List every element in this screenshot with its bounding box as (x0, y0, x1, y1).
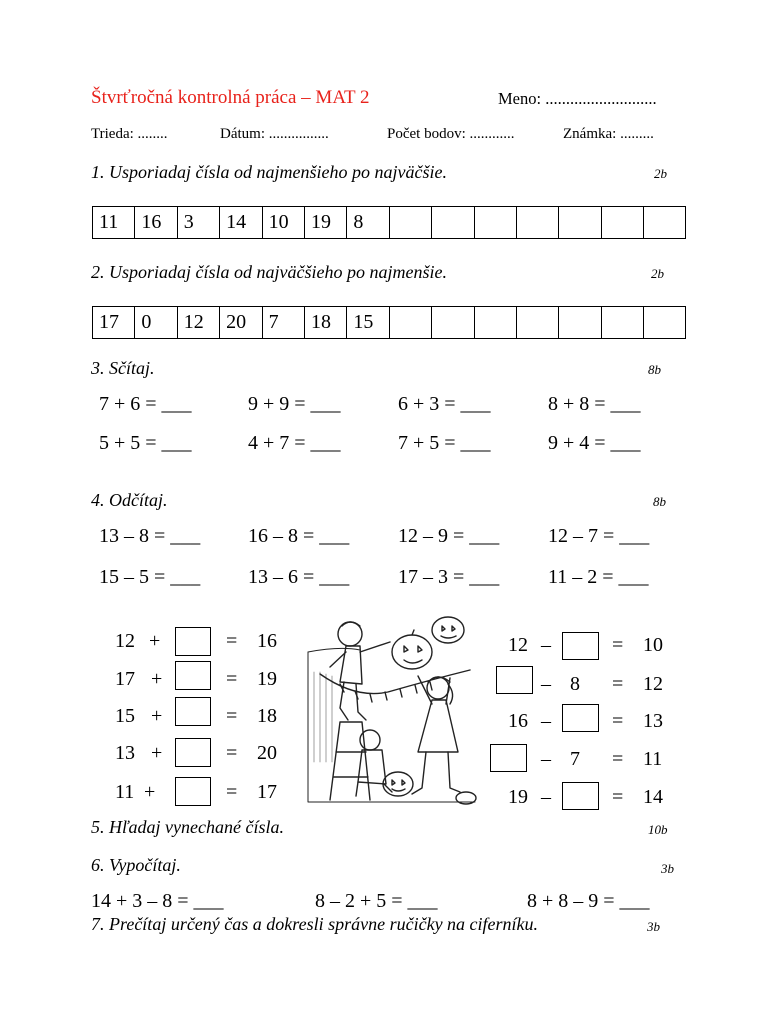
date-field: Dátum: ................ (220, 126, 329, 142)
combined-problem: 14 + 3 – 8 = ___ (91, 890, 224, 912)
addition-problem: 9 + 4 = ___ (548, 432, 641, 454)
task2-number-grid (92, 306, 686, 339)
task1-cell: 19 (304, 207, 346, 239)
grade-field: Známka: ......... (563, 126, 654, 142)
task5-points: 10b (648, 822, 668, 837)
task2-cell: 18 (304, 307, 346, 339)
answer-box[interactable] (175, 697, 211, 726)
subtraction-problem: 13 – 6 = ___ (248, 566, 350, 588)
subtraction-problem: 17 – 3 = ___ (398, 566, 500, 588)
task3-title: 3. Sčítaj. (91, 358, 155, 378)
addition-problem: 7 + 6 = ___ (99, 393, 192, 415)
halloween-children-icon (300, 612, 480, 814)
task1-number-grid (92, 206, 686, 239)
subtraction-problem: 12 – 9 = ___ (398, 525, 500, 547)
answer-box[interactable] (562, 782, 599, 810)
answer-box[interactable] (175, 777, 211, 806)
answer-box[interactable] (496, 666, 533, 694)
subtraction-problem: 13 – 8 = ___ (99, 525, 201, 547)
answer-box[interactable] (175, 738, 211, 767)
points-field: Počet bodov: ............ (387, 126, 515, 142)
addition-problem: 5 + 5 = ___ (99, 432, 192, 454)
task2-answer-cell[interactable] (559, 307, 601, 339)
addition-problem: 7 + 5 = ___ (398, 432, 491, 454)
answer-box[interactable] (562, 704, 599, 732)
task1-cell: 11 (93, 207, 135, 239)
name-field: Meno: ........................... (498, 89, 657, 108)
task1-answer-cell[interactable] (432, 207, 474, 239)
task1-answer-cell[interactable] (516, 207, 558, 239)
task2-cell: 20 (220, 307, 262, 339)
addition-problem: 9 + 9 = ___ (248, 393, 341, 415)
task2-answer-cell[interactable] (432, 307, 474, 339)
task1-cell: 14 (220, 207, 262, 239)
task4-title: 4. Odčítaj. (91, 490, 168, 510)
task6-title: 6. Vypočítaj. (91, 855, 181, 875)
subtraction-problem: 11 – 2 = ___ (548, 566, 649, 588)
answer-box[interactable] (175, 627, 211, 656)
task7-points: 3b (647, 919, 660, 934)
task4-points: 8b (653, 494, 666, 509)
addition-problem: 4 + 7 = ___ (248, 432, 341, 454)
task2-answer-cell[interactable] (644, 307, 686, 339)
task3-points: 8b (648, 362, 661, 377)
task1-answer-cell[interactable] (389, 207, 431, 239)
task2-cell: 7 (262, 307, 304, 339)
task7-title: 7. Prečítaj určený čas a dokresli správne ručičky na ciferníku. (91, 914, 539, 934)
task1-answer-cell[interactable] (644, 207, 686, 239)
task5-title: 5. Hľadaj vynechané čísla. (91, 817, 284, 837)
task1-cell: 3 (177, 207, 219, 239)
task1-cell: 10 (262, 207, 304, 239)
task1-answer-cell[interactable] (559, 207, 601, 239)
subtraction-problem: 15 – 5 = ___ (99, 566, 201, 588)
answer-box[interactable] (562, 632, 599, 660)
task2-cell: 17 (93, 307, 135, 339)
task2-points: 2b (651, 266, 664, 281)
task2-answer-cell[interactable] (516, 307, 558, 339)
addition-problem: 6 + 3 = ___ (398, 393, 491, 415)
task1-cell: 8 (347, 207, 389, 239)
combined-problem: 8 + 8 – 9 = ___ (527, 890, 650, 912)
task1-cell: 16 (135, 207, 177, 239)
task1-title: 1. Usporiadaj čísla od najmenšieho po najväčšie. (91, 162, 447, 182)
answer-box[interactable] (490, 744, 527, 772)
combined-problem: 8 – 2 + 5 = ___ (315, 890, 438, 912)
task2-cell: 12 (177, 307, 219, 339)
addition-problem: 8 + 8 = ___ (548, 393, 641, 415)
task1-points: 2b (654, 166, 667, 181)
task2-answer-cell[interactable] (389, 307, 431, 339)
task1-answer-cell[interactable] (474, 207, 516, 239)
subtraction-problem: 12 – 7 = ___ (548, 525, 650, 547)
task6-points: 3b (661, 861, 674, 876)
subtraction-problem: 16 – 8 = ___ (248, 525, 350, 547)
page-title: Štvrťročná kontrolná práca – MAT 2 (91, 87, 370, 108)
task2-answer-cell[interactable] (474, 307, 516, 339)
class-field: Trieda: ........ (91, 126, 168, 142)
task2-cell: 0 (135, 307, 177, 339)
answer-box[interactable] (175, 661, 211, 690)
task2-title: 2. Usporiadaj čísla od najväčšieho po najmenšie. (91, 262, 447, 282)
task2-cell: 15 (347, 307, 389, 339)
task1-answer-cell[interactable] (601, 207, 643, 239)
task2-answer-cell[interactable] (601, 307, 643, 339)
